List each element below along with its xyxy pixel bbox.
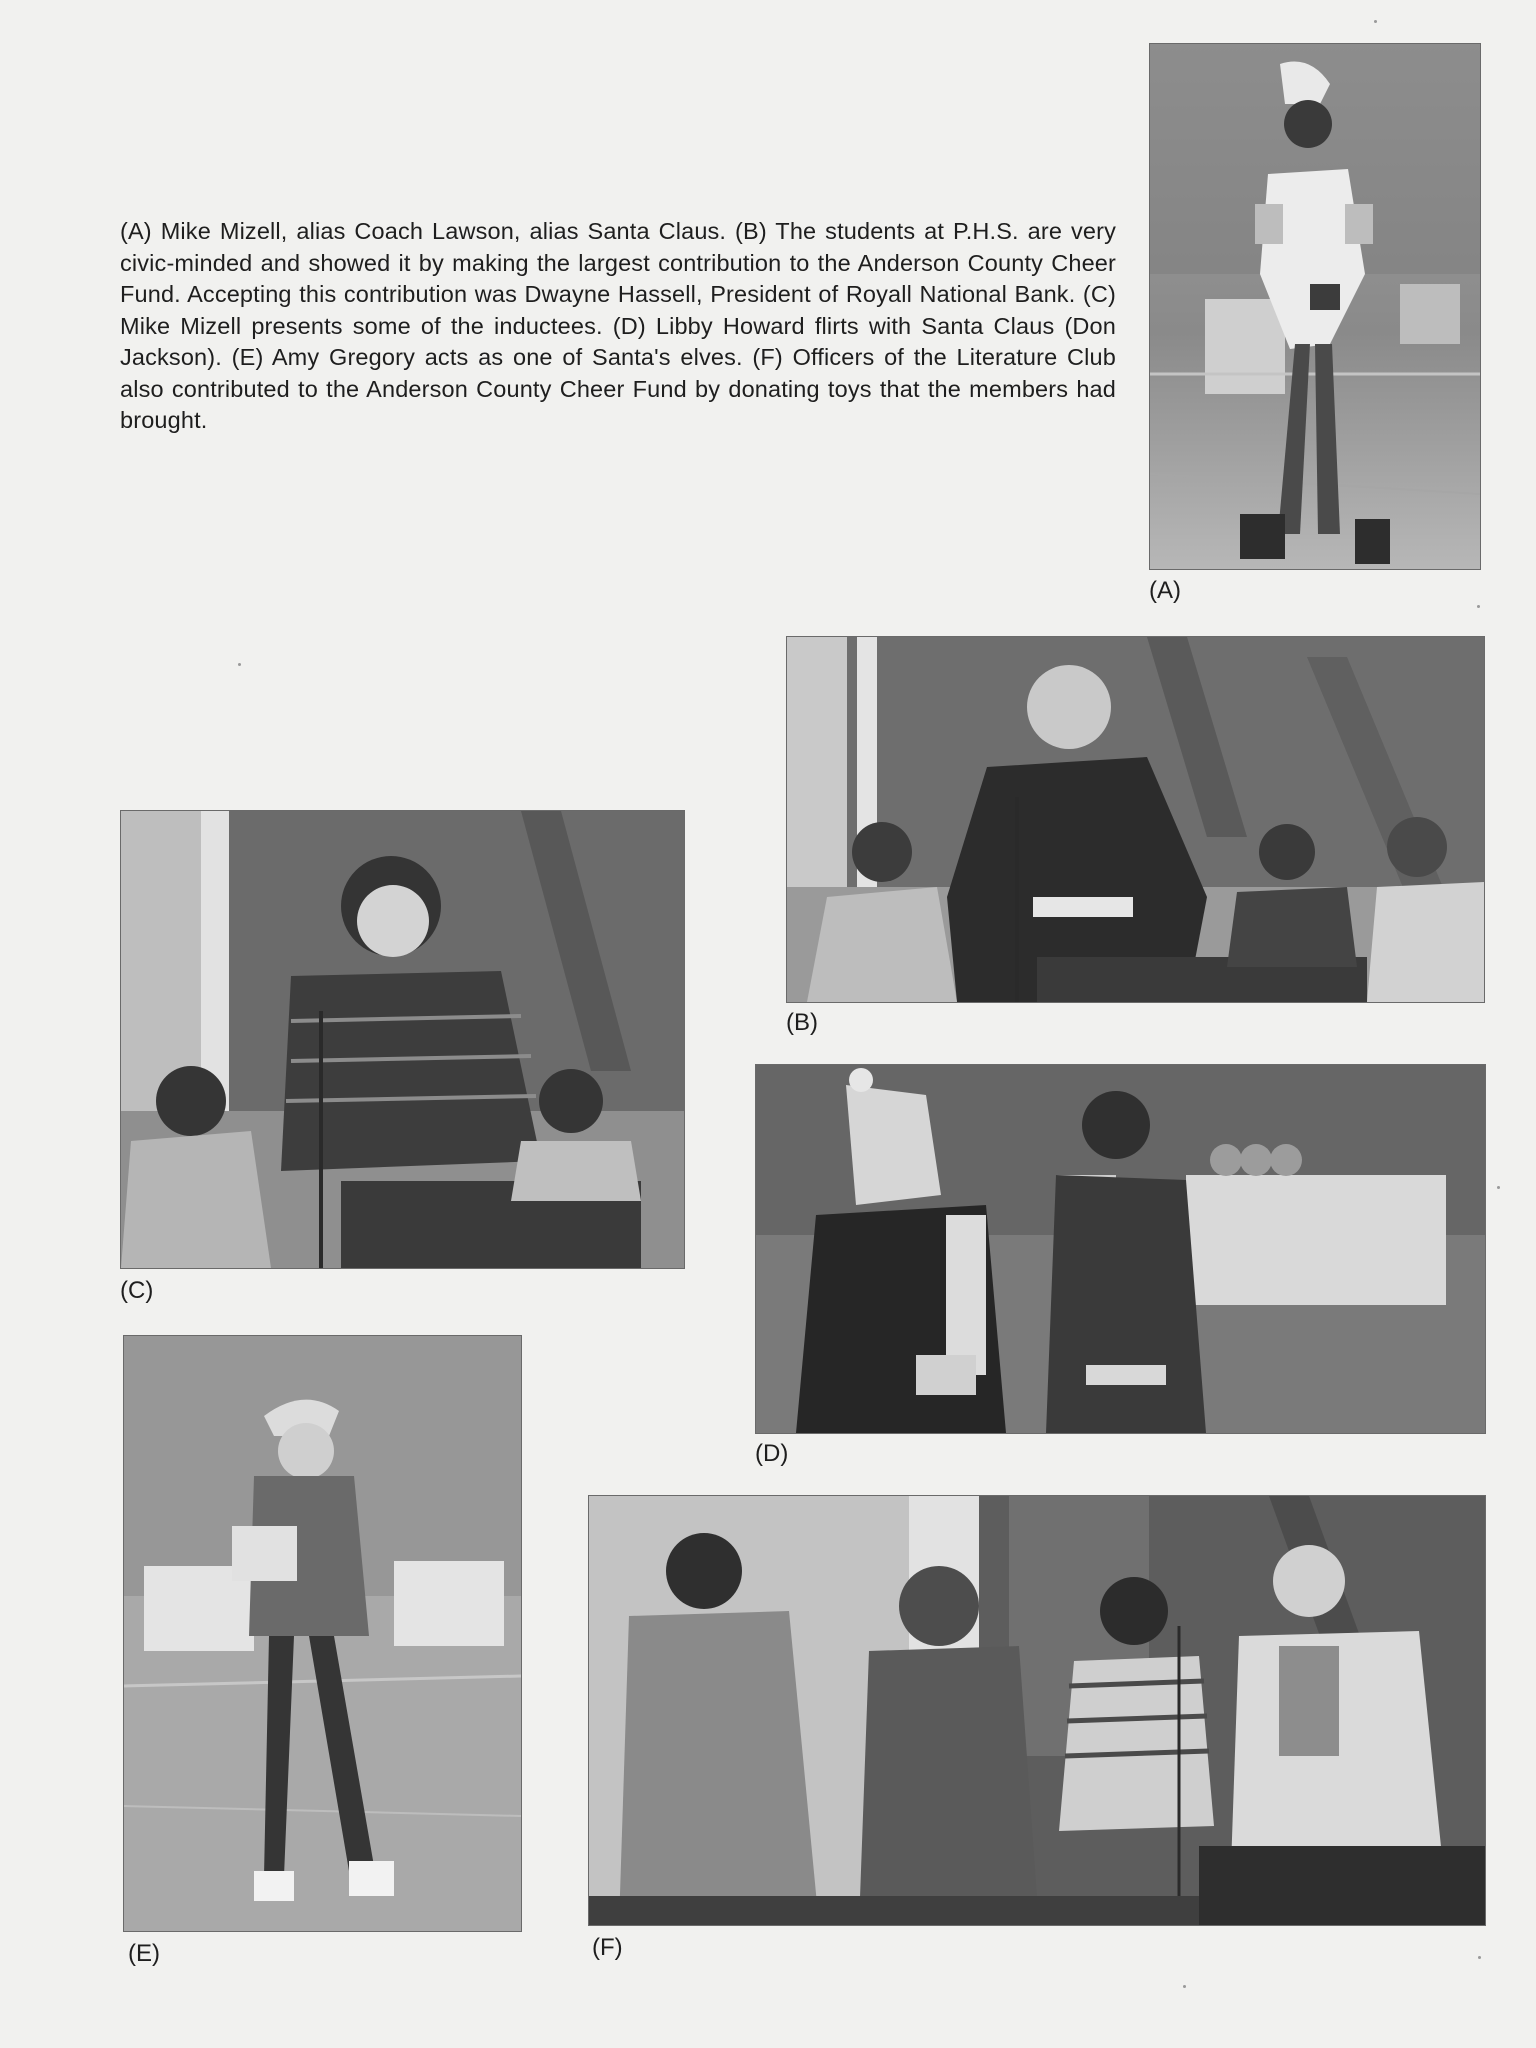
scan-speck bbox=[1374, 20, 1377, 23]
photo-e-label: (E) bbox=[128, 1940, 160, 1967]
photo-a bbox=[1149, 43, 1481, 570]
caption-paragraph: (A) Mike Mizell, alias Coach Lawson, alias Santa Claus. (B) The students at P.H.S. are very civic-minded and showed it by making the largest contribution to the Anderson County Cheer Fund. Accepting this contribution was Dwayne Hassell, President of Royall National Bank. (C) Mike Mizell presents some of the inductees. (D) Libby Howard flirts with Santa Claus (Don Jackson). (E) Amy Gregory acts as one of Santa's elves. (F) Officers of the Literature Club also contributed to the Anderson County Cheer Fund by donating toys that the members had brought. bbox=[120, 218, 1116, 433]
photo-b bbox=[786, 636, 1485, 1003]
photo-c bbox=[120, 810, 685, 1269]
photo-f-image bbox=[589, 1496, 1485, 1925]
photo-b-label: (B) bbox=[786, 1009, 818, 1036]
scan-speck bbox=[1477, 605, 1480, 608]
photo-d-label: (D) bbox=[755, 1440, 789, 1467]
photo-c-image bbox=[121, 811, 684, 1268]
photo-e-image bbox=[124, 1336, 521, 1931]
photo-b-image bbox=[787, 637, 1484, 1002]
photo-c-label: (C) bbox=[120, 1277, 154, 1304]
photo-a-image bbox=[1150, 44, 1480, 569]
scan-speck bbox=[1478, 1956, 1481, 1959]
photo-d-image bbox=[756, 1065, 1485, 1433]
photo-f-label: (F) bbox=[592, 1934, 623, 1961]
photo-e bbox=[123, 1335, 522, 1932]
photo-a-label: (A) bbox=[1149, 577, 1181, 604]
scan-speck bbox=[1497, 1186, 1500, 1189]
photo-f bbox=[588, 1495, 1486, 1926]
scan-speck bbox=[1183, 1985, 1186, 1988]
photo-d bbox=[755, 1064, 1486, 1434]
scan-speck bbox=[238, 663, 241, 666]
